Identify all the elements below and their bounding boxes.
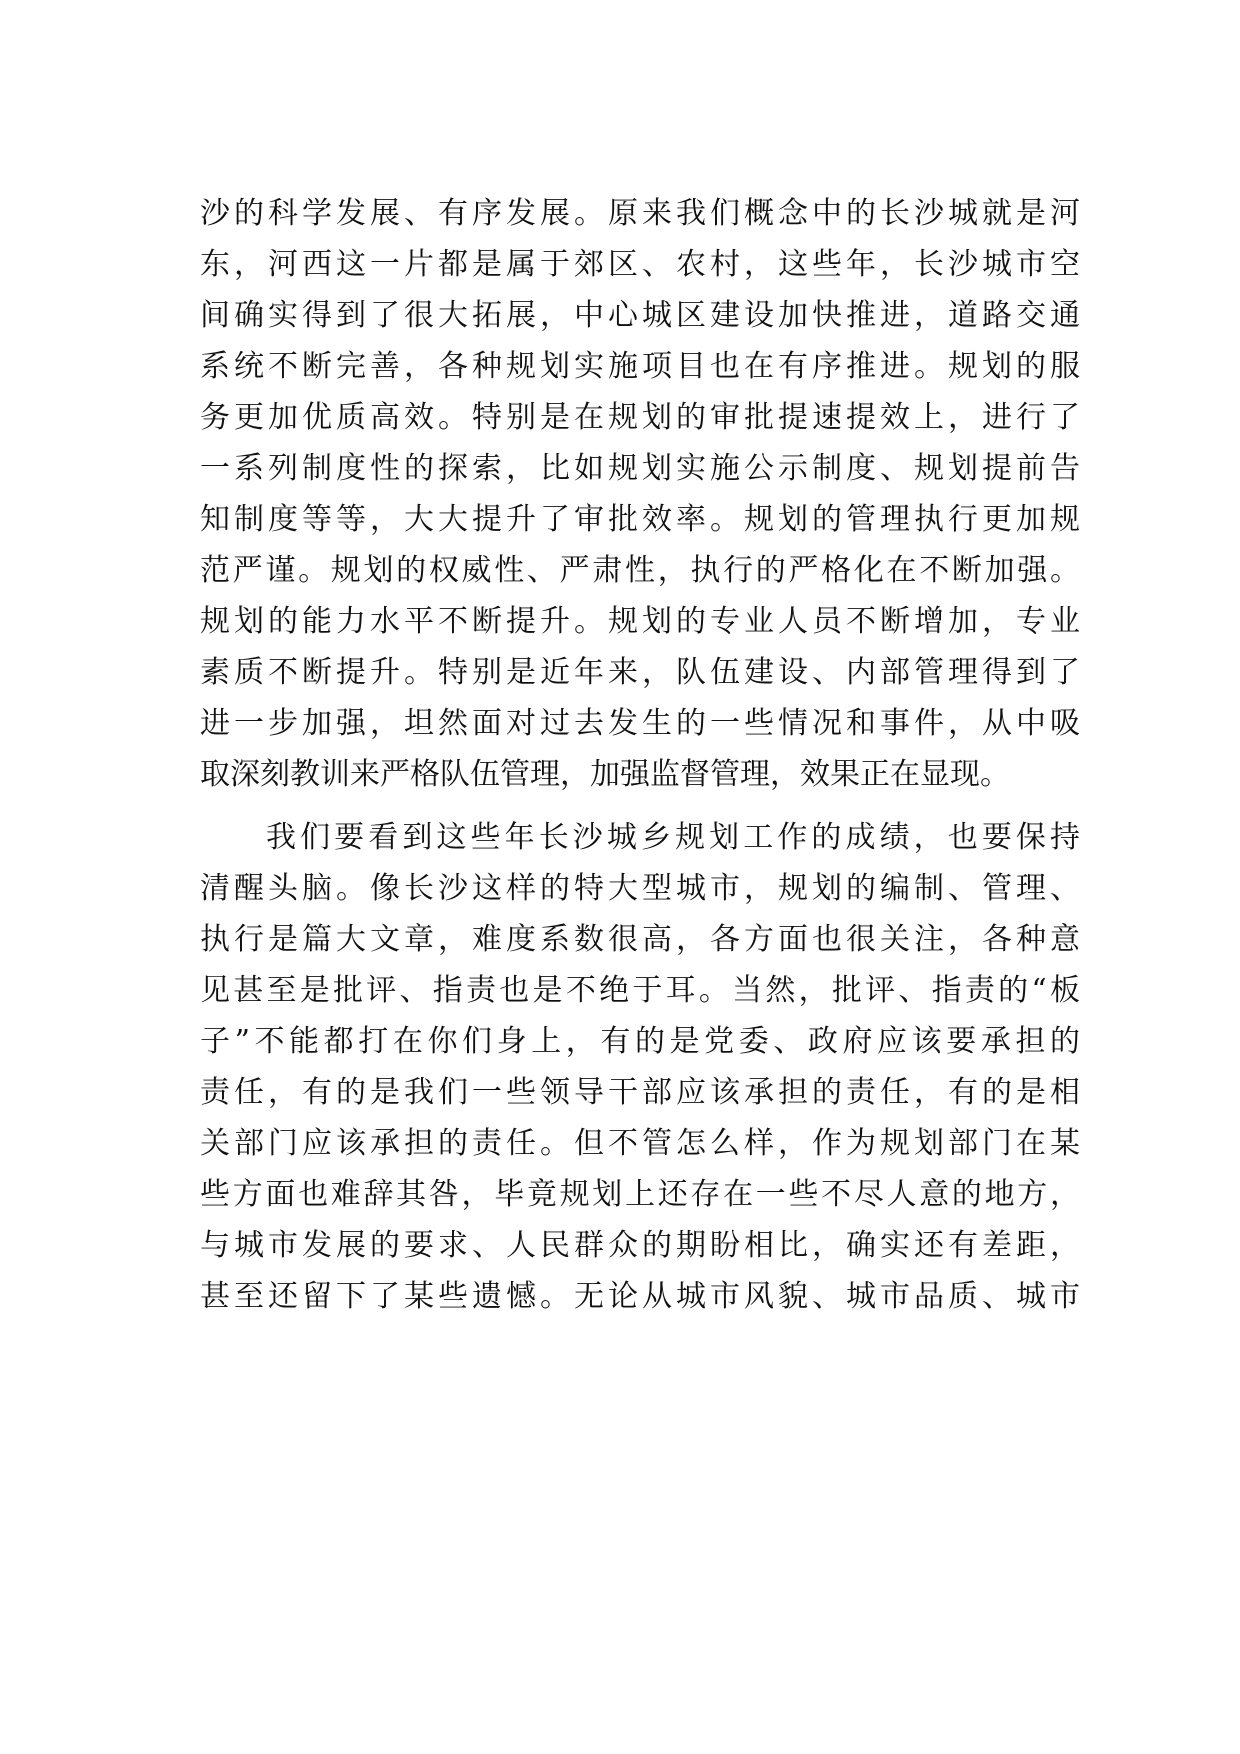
paragraph-2 xyxy=(200,812,1080,1322)
paragraph-1 xyxy=(200,188,1080,800)
text-line: 见甚至是批评、指责也是不绝于耳。当然，批评、指责的“板 xyxy=(200,973,1080,1008)
text-line: 沙的科学发展、有序发展。原来我们概念中的长沙城就是河 xyxy=(200,196,1080,231)
text-line: 清醒头脑。像长沙这样的特大型城市，规划的编制、管理、 xyxy=(200,871,1080,906)
text-line: 执行是篇大文章，难度系数很高，各方面也很关注，各种意 xyxy=(200,922,1080,957)
text-line: 间确实得到了很大拓展，中心城区建设加快推进，道路交通 xyxy=(200,298,1080,333)
text-line: 子”不能都打在你们身上，有的是党委、政府应该要承担的 xyxy=(200,1024,1080,1059)
text-line: 我们要看到这些年长沙城乡规划工作的成绩，也要保持 xyxy=(266,820,1080,855)
body-text xyxy=(200,188,1080,1322)
text-line: 取深刻教训来严格队伍管理，加强监督管理，效果正在显现。 xyxy=(200,757,1010,792)
text-line: 素质不断提升。特别是近年来，队伍建设、内部管理得到了 xyxy=(200,655,1080,690)
text-line: 知制度等等，大大提升了审批效率。规划的管理执行更加规 xyxy=(200,502,1080,537)
text-line: 范严谨。规划的权威性、严肃性，执行的严格化在不断加强。 xyxy=(200,553,1080,588)
text-line: 规划的能力水平不断提升。规划的专业人员不断增加，专业 xyxy=(200,604,1080,639)
text-line: 一系列制度性的探索，比如规划实施公示制度、规划提前告 xyxy=(200,451,1080,486)
paragraph-spacer xyxy=(200,800,1080,812)
text-line: 东，河西这一片都是属于郊区、农村，这些年，长沙城市空 xyxy=(200,247,1080,282)
text-line: 些方面也难辞其咎，毕竟规划上还存在一些不尽人意的地方， xyxy=(200,1177,1080,1212)
text-line: 甚至还留下了某些遗憾。无论从城市风貌、城市品质、城市 xyxy=(200,1279,1080,1314)
text-line: 与城市发展的要求、人民群众的期盼相比，确实还有差距， xyxy=(200,1228,1080,1263)
text-line: 务更加优质高效。特别是在规划的审批提速提效上，进行了 xyxy=(200,400,1080,435)
text-line: 关部门应该承担的责任。但不管怎么样，作为规划部门在某 xyxy=(200,1126,1080,1161)
text-line: 责任，有的是我们一些领导干部应该承担的责任，有的是相 xyxy=(200,1075,1080,1110)
text-line: 系统不断完善，各种规划实施项目也在有序推进。规划的服 xyxy=(200,349,1080,384)
text-line: 进一步加强，坦然面对过去发生的一些情况和事件，从中吸 xyxy=(200,706,1080,741)
